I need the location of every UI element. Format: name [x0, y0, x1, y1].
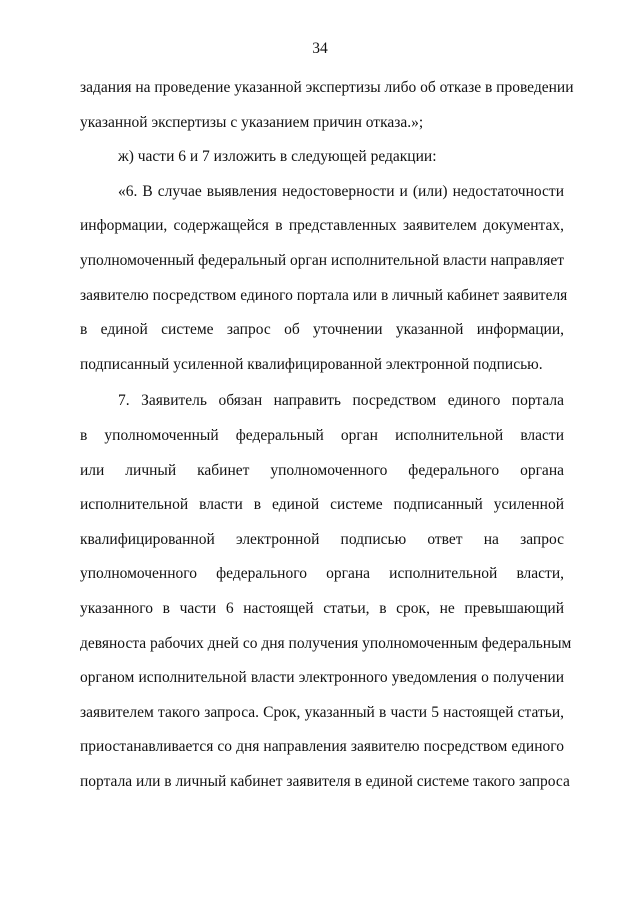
text-line: квалифицированной электронной подписью ответ на запрос: [80, 530, 564, 548]
text-line: подписанный усиленной квалифицированной электронной подписью.: [80, 355, 543, 373]
text-line: в единой системе запрос об уточнении указанной информации,: [80, 321, 564, 339]
text-line: уполномоченного федерального органа исполнительной власти,: [80, 565, 564, 583]
text-line: приостанавливается со дня направления заявителю посредством единого: [80, 738, 564, 756]
text-line: задания на проведение указанной экспертизы либо об отказе в проведении: [80, 79, 574, 96]
text-line: органом исполнительной власти электронного уведомления о получении: [80, 669, 564, 687]
document-body: [80, 71, 574, 799]
text-line: исполнительной власти в единой системе подписанный усиленной: [80, 496, 564, 514]
text-line: указанной экспертизы с указанием причин отказа.»;: [80, 113, 424, 131]
text-line: ж) части 6 и 7 изложить в следующей редакции:: [118, 148, 437, 166]
text-line: в уполномоченный федеральный орган исполнительной власти: [80, 426, 564, 444]
text-line: «6. В случае выявления недостоверности и (или) недостаточности: [118, 182, 564, 200]
text-line: заявителю посредством единого портала или в личный кабинет заявителя: [80, 286, 568, 304]
text-line: или личный кабинет уполномоченного федерального органа: [80, 461, 564, 479]
text-line: уполномоченный федеральный орган исполнительной власти направляет: [80, 251, 565, 269]
text-line: девяноста рабочих дней со дня получения уполномоченным федеральным: [80, 634, 572, 652]
text-line: портала или в личный кабинет заявителя в единой системе такого запроса: [80, 772, 570, 790]
text-line: указанного в части 6 настоящей статьи, в срок, не превышающий: [80, 599, 564, 617]
text-line: заявителем такого запроса. Срок, указанный в части 5 настоящей статьи,: [80, 703, 564, 721]
page-number: 34: [312, 40, 328, 57]
text-line: информации, содержащейся в представленных заявителем документах,: [80, 217, 564, 235]
text-line: 7. Заявитель обязан направить посредством единого портала: [118, 392, 564, 410]
